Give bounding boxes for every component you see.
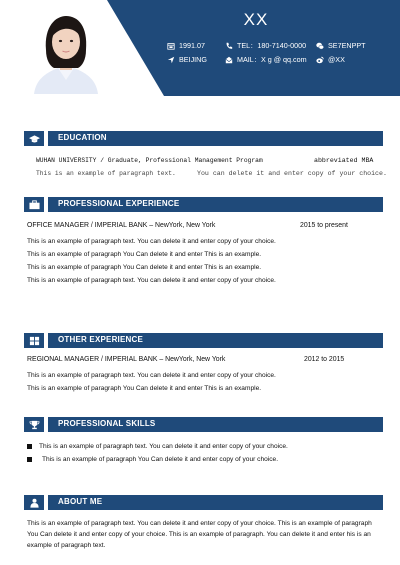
candidate-name: XX (243, 10, 269, 29)
skill-item: This is an example of paragraph text. You can delete it and enter copy of your choice. (39, 443, 288, 450)
professional-role: OFFICE MANAGER / IMPERIAL BANK – NewYork, New York (27, 222, 216, 229)
professional-section-header (24, 197, 383, 212)
other-line: This is an example of paragraph text. You can delete it and enter copy of your choice. (27, 372, 276, 379)
skills-section-header (24, 417, 383, 432)
phone-info (225, 41, 306, 51)
trophy-icon (24, 417, 44, 432)
education-school: WUHAN UNIVERSITY / Graduate, Professional Management Program (36, 157, 263, 164)
education-desc-1: This is an example of paragraph text. (36, 170, 176, 177)
skills-title: PROFESSIONAL SKILLS (58, 419, 156, 428)
profile-photo (26, 10, 106, 94)
bullet-icon (27, 444, 32, 449)
professional-title: PROFESSIONAL EXPERIENCE (58, 199, 180, 208)
professional-line: This is an example of paragraph text. You can delete it and enter copy of your choice. (27, 277, 276, 284)
calendar-icon (167, 42, 175, 50)
mail-icon (225, 56, 233, 64)
weibo-icon (316, 56, 324, 64)
phone-icon (225, 42, 233, 50)
person-icon (24, 495, 44, 510)
mail-text: MAIL：X g @ qq.com (237, 55, 307, 64)
education-degree: abbreviated MBA (314, 157, 374, 164)
phone-text: TEL：180-7140-0000 (237, 41, 307, 50)
weibo-info (316, 55, 345, 64)
briefcase-icon (24, 197, 44, 212)
professional-line: This is an example of paragraph You Can delete it and enter This is an example. (27, 251, 262, 258)
professional-line: This is an example of paragraph text. You can delete it and enter copy of your choice. (27, 238, 276, 245)
bullet-icon (27, 457, 32, 462)
location-icon (167, 56, 175, 64)
professional-dates: 2015 to present (300, 222, 348, 229)
skill-item: This is an example of paragraph You Can delete it and enter copy of your choice. (42, 456, 279, 463)
about-section-header (24, 495, 383, 510)
mail-info (225, 55, 307, 65)
location-text: BEIJING (179, 55, 207, 64)
location-info (167, 55, 207, 64)
birth-info (167, 41, 205, 50)
education-desc-2: You can delete it and enter copy of your choice. (197, 170, 387, 177)
education-title: EDUCATION (58, 133, 107, 142)
graduation-cap-icon (24, 131, 44, 146)
other-line: This is an example of paragraph You Can delete it and enter This is an example. (27, 385, 262, 392)
weibo-text: @XX (328, 55, 345, 64)
wechat-info (316, 41, 366, 50)
other-title: OTHER EXPERIENCE (58, 335, 143, 344)
about-title: ABOUT ME (58, 497, 103, 506)
other-section-header (24, 333, 383, 348)
birth-date: 1991.07 (179, 41, 205, 50)
other-role: REGIONAL MANAGER / IMPERIAL BANK – NewYork, New York (27, 356, 226, 363)
education-section-header (24, 131, 383, 146)
wechat-text: SE7ENPPT (328, 41, 366, 50)
windows-icon (24, 333, 44, 348)
professional-line: This is an example of paragraph You Can delete it and enter This is an example. (27, 264, 262, 271)
wechat-icon (316, 42, 324, 50)
about-paragraph: This is an example of paragraph text. You can delete it and enter copy of your choice. This is an example of paragraph You Can delete it and enter copy of your choice. This is an example of paragraph. You can delete it and enter his is an example of paragraph text. (27, 520, 372, 549)
other-dates: 2012 to 2015 (304, 356, 345, 363)
